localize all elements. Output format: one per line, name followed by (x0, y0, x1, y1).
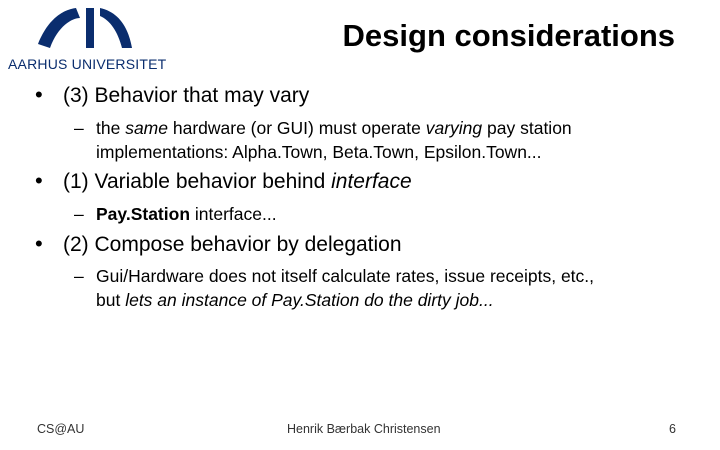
emphasis-interface: interface (331, 170, 412, 193)
sub-bullet-hardware (74, 116, 572, 164)
sub-text: but (96, 290, 126, 310)
sub-text-line2: implementations: Alpha.Town, Beta.Town, Epsilon.Town... (96, 142, 542, 162)
bullet-dot: • (35, 82, 43, 107)
bullet-text: (3) Behavior that may vary (63, 84, 310, 107)
sub-text: pay station (482, 118, 572, 138)
bullet-behavior-vary (35, 82, 310, 108)
bold-paystation: Pay.Station (96, 204, 191, 224)
dash-marker: – (74, 266, 84, 286)
footer-left: CS@AU (37, 422, 85, 436)
sub-text: interface... (190, 204, 277, 224)
au-seal-icon (28, 4, 138, 54)
dash-marker: – (74, 204, 84, 224)
bullet-text: (1) Variable behavior behind (63, 170, 332, 193)
emphasis-varying: varying (425, 118, 483, 138)
bullet-text: (2) Compose behavior by delegation (63, 233, 402, 256)
logo-wordmark: AARHUS UNIVERSITET (8, 56, 167, 72)
bullet-dot: • (35, 168, 43, 193)
sub-text: Gui/Hardware does not itself calculate rates, issue receipts, etc., (96, 266, 595, 286)
sub-bullet-gui-hardware (74, 264, 595, 312)
bullet-compose-delegation (35, 231, 402, 257)
emphasis-lets-instance: lets an instance of Pay.Station do the dirty job... (125, 290, 494, 310)
sub-bullet-paystation-interface (74, 202, 277, 226)
footer-author: Henrik Bærbak Christensen (287, 422, 441, 436)
university-logo (8, 4, 178, 74)
sub-text: hardware (or GUI) must operate (168, 118, 426, 138)
page-number: 6 (669, 422, 676, 436)
slide-title: Design considerations (342, 18, 675, 53)
sub-text: the (96, 118, 126, 138)
dash-marker: – (74, 118, 84, 138)
bullet-dot: • (35, 231, 43, 256)
emphasis-same: same (125, 118, 168, 138)
bullet-variable-behavior (35, 168, 412, 194)
